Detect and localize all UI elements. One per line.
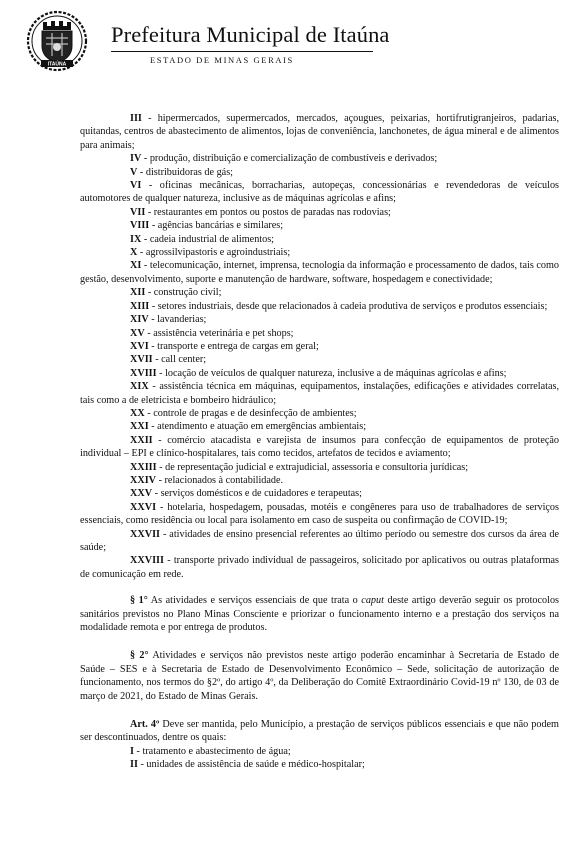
list-item [80,407,559,420]
item-text: - comércio atacadista e varejista de insumos para confecção de equipamentos de proteção individual – EPI e clínico-hospitalares, tais como tecidos, artefatos de tecidos e aviamento; [80,434,559,460]
list-item [80,206,559,219]
item-numeral: XVI [130,340,149,352]
item-numeral: XXIII [130,461,157,473]
item-numeral: XV [130,327,145,339]
item-text: - assistência técnica em máquinas, equipamentos, instalações, edificações e atividades correlatas, tais como a de eletricista e bombeiro hidráulico; [80,381,559,406]
paragraph-1 [80,594,559,634]
item-text: - de representação judicial e extrajudicial, assessoria e consultoria jurídicas; [156,461,469,473]
list-item [80,501,559,528]
list-item [80,327,559,340]
item-text: - telecomunicação, internet, imprensa, tecnologia da informação e processamento de dados, tais como gestão, desenvolvimento, suporte e manutenção de hardware, software, hospedagem e conectividade; [80,260,559,285]
list-item [80,487,559,500]
caput-term: caput [361,595,384,607]
item-numeral: III [130,113,142,124]
list-item [80,112,559,152]
item-numeral: XX [130,407,145,419]
item-text: - oficinas mecânicas, borracharias, autopeças, concessionárias e revendedoras de veículos automotores de qualquer natureza, inclusive as de máquinas agrícolas e afins; [80,180,559,205]
item-numeral: XXVI [130,501,157,513]
paragraph-1-label: § 1° [130,595,148,607]
list-item [80,474,559,487]
item-numeral: XXVII [130,528,161,540]
item-text: - unidades de assistência de saúde e médico-hospitalar; [137,759,365,771]
paragraph-2-label: § 2° [130,650,149,662]
list-item [80,554,559,581]
item-text: - locação de veículos de qualquer natureza, inclusive a de máquinas agrícolas e afins; [156,367,507,379]
item-numeral: XXII [130,434,153,446]
item-text: - assistência veterinária e pet shops; [144,327,294,339]
list-item [80,259,559,286]
list-item [80,380,559,407]
item-numeral: XIII [130,300,150,312]
item-numeral: XI [130,260,142,272]
item-numeral: XVIII [130,367,157,379]
paragraph-2 [80,649,559,703]
page-subtitle: ESTADO DE MINAS GERAIS [150,55,294,65]
item-numeral: XXV [130,488,153,500]
title-divider [111,51,373,52]
paragraph-1-text: As atividades e serviços essenciais de que trata o [147,595,362,607]
item-text: - lavanderias; [148,314,207,326]
list-item [80,179,559,206]
item-text: - transporte e entrega de cargas em geral; [148,340,319,352]
item-text: - produção, distribuição e comercialização de combustíveis e derivados; [141,153,438,165]
list-item [80,233,559,246]
letterhead [0,0,582,80]
item-numeral: XXIV [130,474,157,486]
item-numeral: XVII [130,354,153,366]
list-item [80,166,559,179]
item-text: - construção civil; [145,287,222,299]
item-text: - agrossilvipastoris e agroindustriais; [137,247,291,259]
list-item [80,758,559,771]
list-item [80,434,559,461]
item-text: - setores industriais, desde que relacionados à cadeia produtiva de serviços e produtos essenciais; [149,300,548,312]
activities-list [80,112,559,581]
public-services-list [80,745,559,772]
item-text: - call center; [152,354,207,366]
item-numeral: X [130,247,138,259]
item-numeral: XII [130,287,146,299]
document-body [80,112,559,772]
list-item [80,745,559,758]
list-item [80,300,559,313]
item-text: - serviços domésticos e de cuidadores e terapeutas; [152,488,362,500]
item-numeral: IV [130,153,142,165]
list-item [80,367,559,380]
item-numeral: V [130,166,138,178]
page-title: Prefeitura Municipal de Itaúna [111,22,390,47]
article-4 [80,718,559,745]
list-item [80,340,559,353]
list-item [80,353,559,366]
list-item [80,152,559,165]
item-numeral: XXI [130,421,149,433]
item-text: - tratamento e abastecimento de água; [133,745,291,757]
item-numeral: XXVIII [130,555,164,567]
item-numeral: I [130,745,134,757]
item-text: - transporte privado individual de passageiros, solicitado por aplicativos ou outras plataformas de comunicação em rede. [80,555,559,580]
list-item [80,313,559,326]
item-text: - hipermercados, supermercados, mercados, açougues, peixarias, hortifrutigranjeiros, padarias, quitandas, centros de abastecimento de alimentos, lojas de conveniência, lanchonetes, de água mineral e de alimentos para animais; [80,113,559,151]
article-4-text: Deve ser mantida, pelo Município, a prestação de serviços públicos essenciais e que não podem ser descontinuados, dentre os quais: [80,719,559,744]
paragraph-2-text: Atividades e serviços não previstos neste artigo poderão encaminhar à Secretaria de Estado de Saúde – SES e à Secretaria de Estado de Desenvolvimento Econômico – Sede, solicitação de autorização de funcionamento, nos termos do §2º, do artigo 4º, da Deliberação do Comitê Extraordinário Covid-19 nº 130, de 03 de março de 2021, do Estado de Minas Gerais. [80,650,560,702]
seal-label: ITAÚNA [47,61,67,68]
item-text: - restaurantes em pontos ou postos de paradas nas rodovias; [145,206,391,218]
article-4-label: Art. 4º [130,719,160,731]
item-numeral: XIV [130,314,149,326]
item-text: - atendimento e atuação em emergências ambientais; [148,421,367,433]
list-item [80,420,559,433]
item-text: - hotelaria, hospedagem, pousadas, motéis e congêneres para uso de trabalhadores de serviços essenciais, como residência ou local para isolamento em caso de suspeita ou confirmação de COVID-19; [80,501,559,527]
list-item [80,528,559,555]
item-numeral: VI [130,180,142,192]
item-text: - relacionados à contabilidade. [156,474,284,486]
item-text: - atividades de ensino presencial referentes ao último período ou semestre dos cursos da área de saúde; [80,528,559,553]
list-item [80,219,559,232]
paragraph-1-text-end: deste artigo deverão seguir os protocolos sanitários previstos no Plano Minas Consciente e priorizar o funcionamento interno e a prestação dos serviços na modalidade remota e por entrega de produtos. [80,595,559,634]
item-numeral: VIII [130,220,150,232]
item-numeral: IX [130,233,142,245]
municipal-seal-icon [26,10,88,72]
item-numeral: II [130,759,138,771]
list-item [80,461,559,474]
list-item [80,286,559,299]
item-numeral: XIX [130,381,149,393]
item-text: - agências bancárias e similares; [149,220,284,232]
list-item [80,246,559,259]
item-text: - controle de pragas e de desinfecção de ambientes; [144,407,357,419]
item-text: - distribuidoras de gás; [137,166,233,178]
item-numeral: VII [130,206,146,218]
item-text: - cadeia industrial de alimentos; [141,233,275,245]
